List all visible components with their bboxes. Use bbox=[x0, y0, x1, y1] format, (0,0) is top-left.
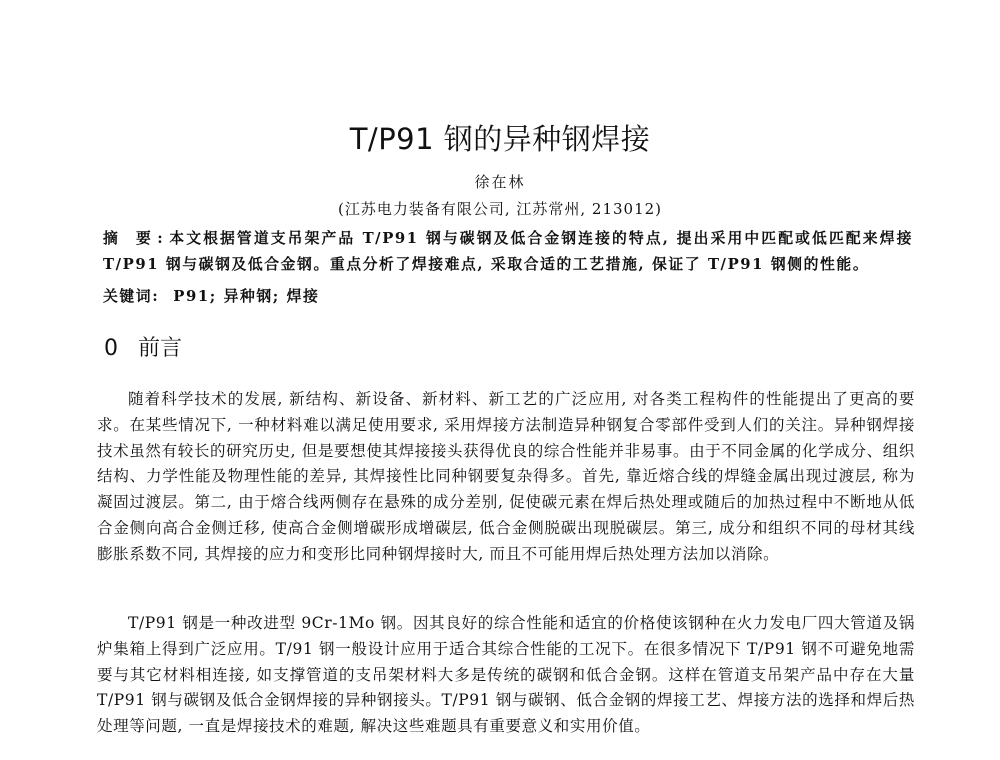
section-number: 0 bbox=[104, 336, 118, 361]
body-paragraph-1: 随着科学技术的发展, 新结构、新设备、新材料、新工艺的广泛应用, 对各类工程构件的性能提出了更高的要求。在某些情况下, 一种材料难以满足使用要求, 采用焊接方法制造异种钢复合零部件受到人们的关注。异种钢焊接技术虽然有较长的研究历史, 但是要想使其焊接接头获得优良的综合性能并非易事。由于不同金属的化学成分、组织结构、力学性能及物理性能的差异, 其焊接性比同种钢要复杂得多。首先, 靠近熔合线的焊缝金属出现过渡层, 称为凝固过渡层。第二, 由于熔合线两侧存在悬殊的成分差别, 促使碳元素在焊后热处理或随后的加热过程中不断地从低合金侧向高合金侧迁移, 使高合金侧增碳形成增碳层, 低合金侧脱碳出现脱碳层。第三, 成分和组织不同的母材其线膨胀系数不同, 其焊接的应力和变形比同种钢焊接时大, 而且不可能用焊后热处理方法加以消除。 bbox=[97, 390, 915, 563]
keywords bbox=[103, 284, 913, 310]
abstract-label: 摘 要: bbox=[103, 230, 169, 247]
keywords-text: P91; 异种钢; 焊接 bbox=[173, 288, 320, 305]
abstract bbox=[103, 226, 913, 278]
author-name: 徐在林 bbox=[474, 173, 526, 191]
section-heading bbox=[104, 334, 182, 364]
abstract-text: 本文根据管道支吊架产品 T/P91 钢与碳钢及低合金钢连接的特点, 提出采用中匹配或低匹配来焊接 T/P91 钢与碳钢及低合金钢。重点分析了焊接难点, 采取合适的工艺措施, 保证了 T/P91 钢侧的性能。 bbox=[103, 230, 913, 273]
body-paragraph-2: T/P91 钢是一种改进型 9Cr-1Mo 钢。因其良好的综合性能和适宜的价格使该钢种在火力发电厂四大管道及锅炉集箱上得到广泛应用。T/91 钢一般设计应用于适合其综合性能的工况下。在很多情况下 T/P91 钢不可避免地需要与其它材料相连接, 如支撑管道的支吊架材料大多是传统的碳钢和低合金钢。这样在管道支吊架产品中存在大量 T/P91 钢与碳钢及低合金钢焊接的异种钢接头。T/P91 钢与碳钢、低合金钢的焊接工艺、焊接方法的选择和焊后热处理等问题, 一直是焊接技术的难题, 解决这些难题具有重要意义和实用价值。 bbox=[97, 614, 915, 736]
section-title: 前言 bbox=[138, 336, 183, 361]
author-affiliation: (江苏电力装备有限公司, 江苏常州, 213012) bbox=[337, 200, 663, 218]
paper-title: T/P91 钢的异种钢焊接 bbox=[349, 122, 651, 156]
keywords-label: 关键词: bbox=[103, 288, 160, 305]
